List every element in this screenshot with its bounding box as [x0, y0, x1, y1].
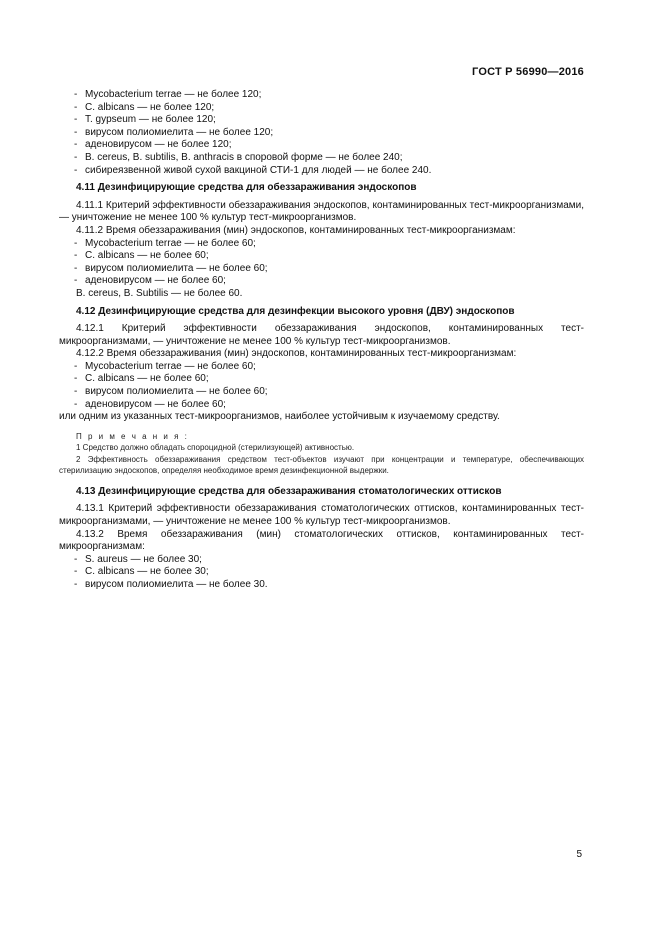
notes-block: [59, 431, 584, 477]
paragraph-4-12-1: 4.12.1 Критерий эффективности обеззараживания эндоскопов, контаминированных тест-микроорганизмами, — уничтожение не менее 100 % культур тест-микроорганизмов.: [59, 323, 584, 347]
list-4-12: [59, 361, 584, 411]
list-tail-4-12: или одним из указанных тест-микроорганизмов, наиболее устойчивым к изучаемому средству.: [59, 411, 500, 423]
list-item-text: сибиреязвенной живой сухой вакциной СТИ-1 для людей — не более 240.: [85, 164, 432, 176]
list-item: - аденовирусом — не более 60;: [74, 275, 226, 287]
list-item-text: Mycobacterium terrae — не более 60;: [85, 360, 256, 372]
list-item: - аденовирусом — не более 60;: [74, 398, 226, 410]
list-item-text: Mycobacterium terrae — не более 120;: [85, 89, 262, 100]
document-code: ГОСТ Р 56990—2016: [472, 66, 584, 78]
list-item: - сибиреязвенной живой сухой вакциной СТИ-1 для людей — не более 240.: [74, 164, 432, 176]
list-item: - C. albicans — не более 30;: [74, 566, 209, 578]
list-item: - Mycobacterium terrae — не более 60;: [74, 237, 256, 249]
list-item-text: вирусом полиомиелита — не более 30.: [85, 579, 268, 590]
notes-title: П р и м е ч а н и я :: [76, 431, 189, 441]
list-4-11: [59, 238, 584, 288]
list-item-text: T. gypseum — не более 120;: [85, 114, 216, 126]
list-4-13: [59, 554, 584, 592]
list-item-text: вирусом полиомиелита — не более 120;: [85, 126, 274, 138]
list-item: - S. aureus — не более 30;: [74, 553, 202, 565]
list-item: - вирусом полиомиелита — не более 60;: [74, 262, 268, 274]
section-heading-4-12: 4.12 Дезинфицирующие средства для дезинфекции высокого уровня (ДВУ) эндоскопов: [76, 305, 515, 317]
section-heading-4-11: 4.11 Дезинфицирующие средства для обеззараживания эндоскопов: [76, 182, 417, 194]
paragraph-4-11-2: 4.11.2 Время обеззараживания (мин) эндоскопов, контаминированных тест-микроорганизмам:: [76, 224, 516, 236]
list-item-text: аденовирусом — не более 120;: [85, 139, 232, 151]
document-body: [59, 64, 584, 592]
list-item-text: S. aureus — не более 30;: [85, 553, 202, 565]
list-item-text: вирусом полиомиелита — не более 60;: [85, 386, 268, 398]
page-number: 5: [576, 849, 582, 860]
list-item: - аденовирусом — не более 120;: [74, 139, 232, 151]
list-item: - T. gypseum — не более 120;: [74, 114, 216, 126]
list-item-text: аденовирусом — не более 60;: [85, 275, 226, 287]
list-item: - Mycobacterium terrae — не более 60;: [74, 360, 256, 372]
list-item-text: Mycobacterium terrae — не более 60;: [85, 237, 256, 249]
list-item: - C. albicans — не более 60;: [74, 250, 209, 262]
list-item: - вирусом полиомиелита — не более 120;: [74, 126, 274, 138]
list-item: - Mycobacterium terrae — не более 120;: [74, 89, 262, 100]
top-list: [59, 89, 584, 177]
list-item-text: C. albicans — не более 60;: [85, 250, 209, 262]
paragraph-4-13-2: 4.13.2 Время обеззараживания (мин) стоматологических оттисков, контаминированных тест-микроорганизмам:: [59, 528, 584, 553]
section-heading-4-13: 4.13 Дезинфицирующие средства для обеззараживания стоматологических оттисков: [76, 485, 502, 497]
note-1: 1 Средство должно обладать спороцидной (стерилизующей) активностью.: [76, 443, 355, 453]
list-tail-4-11: B. cereus, B. Subtilis — не более 60.: [76, 287, 243, 299]
list-item: - C. albicans — не более 120;: [74, 101, 215, 113]
list-item-text: C. albicans — не более 120;: [85, 101, 215, 113]
list-item-text: C. albicans — не более 30;: [85, 566, 209, 578]
paragraph-4-11-1: 4.11.1 Критерий эффективности обеззараживания эндоскопов, контаминированных тест-микроорганизмами, — уничтожение не менее 100 % культур тест-микроорганизмов.: [59, 199, 584, 224]
list-item: - вирусом полиомиелита — не более 60;: [74, 386, 268, 398]
list-item-text: B. cereus, B. subtilis, B. anthracis в споровой форме — не более 240;: [85, 151, 403, 163]
list-item: - B. cereus, B. subtilis, B. anthracis в споровой форме — не более 240;: [74, 151, 403, 163]
paragraph-4-13-1: 4.13.1 Критерий эффективности обеззараживания стоматологических оттисков, контаминированных тест-микроорганизмами, — уничтожение не менее 100 % культур тест-микроорганизмов.: [59, 503, 584, 528]
note-2: 2 Эффективность обеззараживания средством тест-объектов изучают при концентрации и температуре, обеспечивающих стерилизацию эндоскопов, определяя необходимое время дезинфекционной выдержки.: [59, 454, 584, 476]
list-item: - вирусом полиомиелита — не более 30.: [74, 579, 268, 590]
list-item: - C. albicans — не более 60;: [74, 373, 209, 385]
list-item-text: C. albicans — не более 60;: [85, 373, 209, 385]
list-item-text: аденовирусом — не более 60;: [85, 398, 226, 410]
list-item-text: вирусом полиомиелита — не более 60;: [85, 262, 268, 274]
paragraph-4-12-2: 4.12.2 Время обеззараживания (мин) эндоскопов, контаминированных тест-микроорганизмам:: [76, 348, 517, 360]
